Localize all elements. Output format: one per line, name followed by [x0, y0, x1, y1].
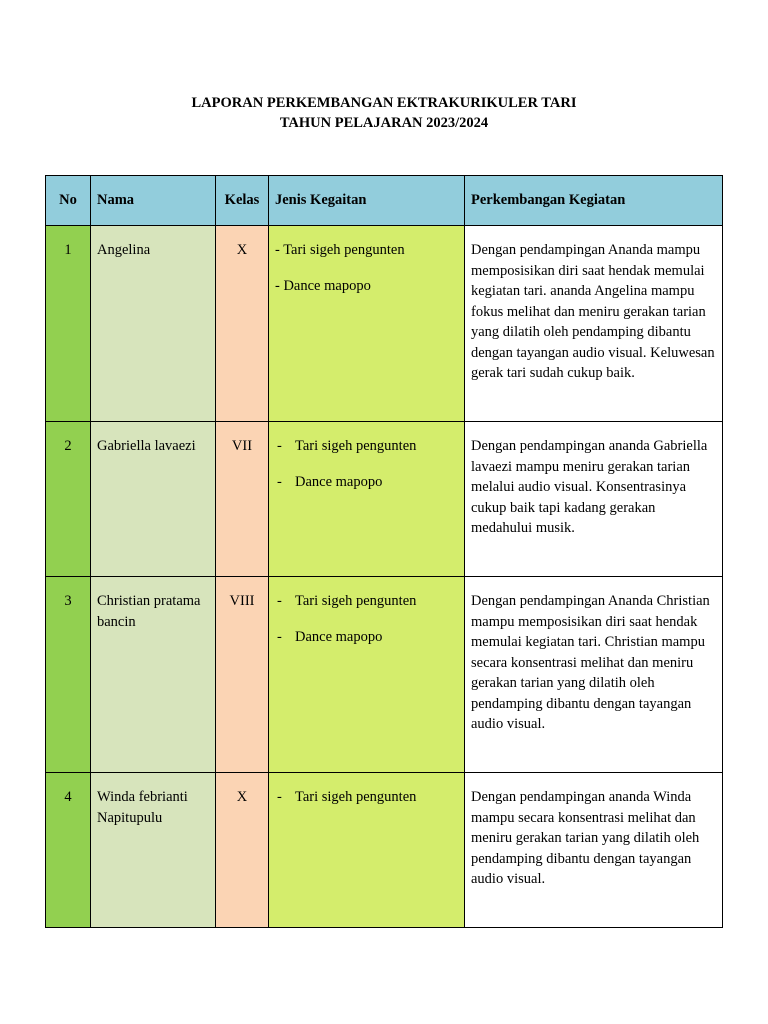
activity-label: Dance mapopo [295, 474, 383, 490]
activity-item [275, 591, 458, 612]
table-row [46, 226, 723, 422]
activity-label: Tari sigeh pengunten [295, 438, 417, 454]
row-kelas: X [216, 226, 269, 422]
activity-label: Tari sigeh pengunten [295, 593, 417, 609]
bullet-dash-icon: - [277, 593, 282, 609]
header-perkembangan-kegiatan: Perkembangan Kegiatan [465, 176, 723, 226]
header-no: No [46, 176, 91, 226]
row-jenis-kegiatan [269, 577, 465, 773]
row-nama: Angelina [91, 226, 216, 422]
activity-item: - Dance mapopo [275, 278, 371, 294]
row-perkembangan: Dengan pendampingan Ananda Christian mampu memposisikan diri saat hendak memulai kegiatan tari. Christian mampu secara konsentrasi melihat dan meniru gerakan tarian yang dilatih oleh pendamping dibantu dengan tayangan audio visual. [465, 577, 723, 773]
table-row [46, 577, 723, 773]
row-no: 2 [46, 422, 91, 577]
report-title [0, 93, 768, 133]
report-title-line2: TAHUN PELAJARAN 2023/2024 [279, 115, 489, 131]
report-title-line1: LAPORAN PERKEMBANGAN EKTRAKURIKULER TARI [191, 95, 577, 111]
report-table [45, 175, 723, 928]
row-kelas: VII [216, 422, 269, 577]
row-no: 1 [46, 226, 91, 422]
row-perkembangan: Dengan pendampingan Ananda mampu memposisikan diri saat hendak memulai kegiatan tari. ananda Angelina mampu fokus melihat dan meniru gerakan tarian yang dilatih oleh pendamping dibantu dengan tayangan audio visual. Keluwesan gerak tari sudah cukup baik. [465, 226, 723, 422]
header-row [46, 176, 723, 226]
table-row [46, 422, 723, 577]
row-jenis-kegiatan [269, 422, 465, 577]
row-kelas: VIII [216, 577, 269, 773]
row-no: 3 [46, 577, 91, 773]
activity-item [275, 472, 458, 493]
activity-item: - Tari sigeh pengunten [275, 242, 405, 258]
bullet-dash-icon: - [277, 438, 282, 454]
bullet-dash-icon: - [277, 629, 282, 645]
bullet-dash-icon: - [277, 789, 282, 805]
activity-item [275, 787, 458, 808]
table-row [46, 773, 723, 928]
row-nama: Winda febrianti Napitupulu [91, 773, 216, 928]
activity-item [275, 627, 458, 648]
header-jenis-kegiatan: Jenis Kegaitan [269, 176, 465, 226]
row-nama: Christian pratama bancin [91, 577, 216, 773]
row-perkembangan: Dengan pendampingan ananda Gabriella lavaezi mampu meniru gerakan tarian melalui audio visual. Konsentrasinya cukup baik tapi kadang gerakan medahului musik. [465, 422, 723, 577]
row-nama: Gabriella lavaezi [91, 422, 216, 577]
activity-label: Dance mapopo [295, 629, 383, 645]
bullet-dash-icon: - [277, 474, 282, 490]
activity-item [275, 436, 458, 457]
header-nama: Nama [91, 176, 216, 226]
row-jenis-kegiatan [269, 773, 465, 928]
row-jenis-kegiatan [269, 226, 465, 422]
row-perkembangan: Dengan pendampingan ananda Winda mampu secara konsentrasi melihat dan meniru gerakan tarian yang dilatih oleh pendamping dibantu dengan tayangan audio visual. [465, 773, 723, 928]
activity-label: Tari sigeh pengunten [295, 789, 417, 805]
header-kelas: Kelas [216, 176, 269, 226]
row-no: 4 [46, 773, 91, 928]
row-kelas: X [216, 773, 269, 928]
